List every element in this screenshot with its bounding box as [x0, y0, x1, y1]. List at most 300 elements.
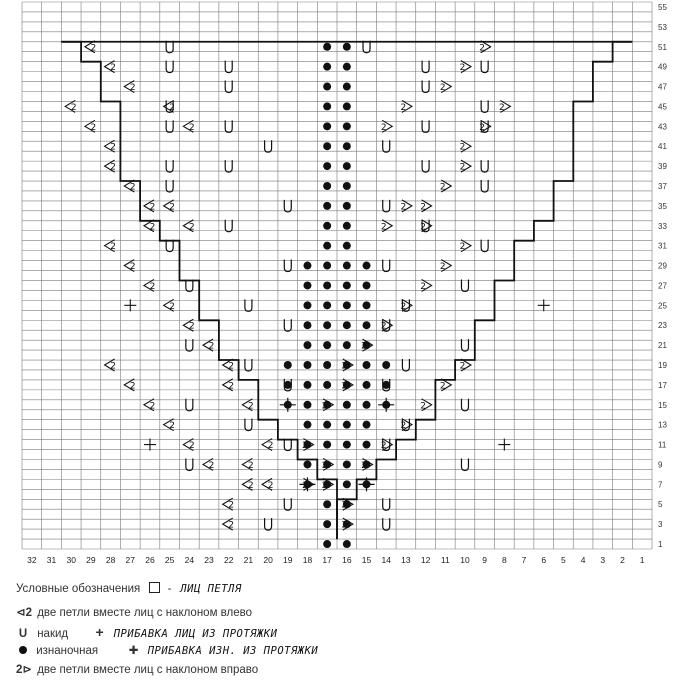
purl-stitch — [343, 321, 351, 329]
yarn-over-stitch — [461, 279, 468, 291]
k2tog-right-digit: 2 — [479, 43, 486, 54]
yarn-over-stitch — [481, 180, 488, 192]
k2tog-right-digit: 2 — [400, 202, 407, 213]
column-number: 32 — [27, 555, 37, 565]
k2tog-right-digit: 2 — [380, 122, 387, 133]
column-number: 16 — [342, 555, 352, 565]
k2tog-left-digit: 2 — [248, 460, 254, 471]
row-number: 35 — [658, 201, 667, 211]
legend-purl-label: изнаночная — [36, 645, 99, 657]
row-number: 23 — [658, 321, 667, 331]
increase-knit-stitch — [144, 439, 156, 451]
purl-stitch — [343, 480, 351, 488]
purl-stitch — [323, 162, 331, 170]
yarn-over-stitch — [422, 81, 429, 93]
column-number: 24 — [184, 555, 195, 565]
legend-yo-label: накид — [37, 628, 69, 640]
purl-stitch — [343, 242, 351, 250]
row-number: 33 — [658, 221, 667, 231]
k2tog-left-icon: ⊲2 — [16, 607, 33, 619]
row-number: 5 — [658, 500, 663, 510]
k2tog-left-stitch — [105, 359, 116, 372]
purl-stitch — [303, 262, 311, 270]
k2tog-left-digit: 2 — [110, 242, 116, 253]
column-number: 1 — [639, 555, 645, 565]
purl-stitch — [303, 460, 311, 468]
purl-stitch — [343, 540, 351, 548]
k2tog-left-digit: 2 — [110, 63, 116, 74]
legend-knit-label: - ЛИЦ ПЕТЛЯ — [166, 583, 242, 595]
k2tog-left-stitch — [144, 200, 155, 213]
chart-grid — [22, 2, 652, 549]
k2tog-right-digit: 2 — [459, 63, 466, 74]
purl-stitch — [284, 381, 292, 389]
k2tog-left-stitch — [223, 379, 234, 392]
column-number: 12 — [420, 555, 431, 565]
purl-stitch — [323, 321, 331, 329]
column-number: 4 — [580, 555, 586, 565]
row-number: 43 — [658, 122, 667, 132]
k2tog-right-stitch — [401, 100, 412, 113]
k2tog-left-digit: 2 — [188, 321, 195, 332]
k2tog-right-stitch — [460, 240, 471, 253]
legend-inc-purl-label: ПРИБАВКА ИЗН. ИЗ ПРОТЯЖКИ — [147, 645, 319, 657]
purl-stitch — [343, 122, 351, 130]
k2tog-right-digit: 2 — [420, 401, 426, 412]
row-number: 3 — [658, 520, 663, 530]
k2tog-left-stitch — [124, 260, 135, 273]
row-number: 19 — [658, 361, 667, 371]
k2tog-right-digit: 2 — [361, 460, 367, 471]
k2tog-right-icon: 2⊳ — [16, 664, 33, 676]
row-number: 27 — [658, 281, 667, 291]
k2tog-left-digit: 2 — [129, 381, 136, 392]
legend-title-row — [16, 582, 242, 595]
column-number: 20 — [263, 555, 273, 565]
row-number: 29 — [658, 261, 667, 271]
column-number: 8 — [501, 555, 507, 565]
purl-stitch — [323, 83, 331, 91]
k2tog-right-stitch — [440, 180, 451, 193]
k2tog-right-digit: 2 — [380, 441, 387, 452]
legend-title: Условные обозначения — [16, 583, 141, 595]
row-number: 45 — [658, 102, 667, 112]
yarn-over-icon: U — [18, 628, 28, 640]
k2tog-right-digit: 2 — [420, 202, 426, 213]
row-number: 13 — [658, 420, 667, 430]
yarn-over-stitch — [225, 61, 232, 73]
purl-stitch — [323, 281, 331, 289]
k2tog-right-stitch — [440, 260, 451, 273]
k2tog-left-stitch — [183, 120, 194, 132]
k2tog-left-digit: 2 — [129, 83, 136, 94]
yarn-over-stitch — [245, 419, 252, 431]
k2tog-left-digit: 2 — [149, 281, 156, 292]
row-number: 41 — [658, 142, 667, 152]
k2tog-left-stitch — [124, 379, 135, 392]
purl-stitch — [303, 301, 311, 309]
yarn-over-stitch — [461, 399, 468, 411]
k2tog-left-digit: 2 — [208, 460, 215, 471]
yarn-over-stitch — [284, 319, 291, 331]
k2tog-right-stitch — [420, 279, 431, 292]
k2tog-left-digit: 2 — [228, 500, 235, 511]
yarn-over-stitch — [481, 61, 488, 73]
k2tog-right-digit: 2 — [439, 262, 446, 273]
k2tog-left-digit: 2 — [248, 480, 254, 491]
legend-k2tog-right-label: две петли вместе лиц с наклоном вправо — [37, 664, 259, 676]
k2tog-right-stitch — [460, 140, 471, 153]
k2tog-left-stitch — [164, 299, 175, 312]
k2tog-left-stitch — [183, 319, 194, 332]
purl-stitch — [323, 301, 331, 309]
purl-stitch — [323, 520, 331, 528]
yarn-over-stitch — [383, 498, 390, 510]
yarn-over-stitch — [166, 120, 173, 132]
purl-stitch — [323, 222, 331, 230]
chart-stitches — [65, 41, 550, 548]
k2tog-right-digit: 2 — [341, 361, 348, 372]
increase-purl-icon: ✚ — [128, 645, 139, 657]
column-number: 13 — [401, 555, 411, 565]
yarn-over-stitch — [265, 140, 272, 152]
k2tog-left-digit: 2 — [110, 142, 116, 153]
k2tog-left-digit: 2 — [267, 480, 274, 491]
k2tog-right-stitch — [381, 439, 392, 452]
k2tog-left-digit: 2 — [228, 520, 235, 531]
k2tog-right-digit: 2 — [302, 480, 308, 491]
purl-stitch — [343, 63, 351, 71]
k2tog-right-stitch — [401, 299, 412, 312]
legend-inc-knit-label: ПРИБАВКА ЛИЦ ИЗ ПРОТЯЖКИ — [113, 628, 278, 640]
knit-stitch-icon — [149, 582, 160, 593]
k2tog-left-stitch — [164, 200, 175, 213]
purl-stitch — [323, 540, 331, 548]
yarn-over-stitch — [225, 160, 232, 172]
purl-stitch — [343, 421, 351, 429]
increase-knit-stitch — [124, 299, 136, 311]
purl-stitch — [323, 122, 331, 130]
purl-stitch — [323, 441, 331, 449]
k2tog-right-digit: 2 — [400, 421, 407, 432]
purl-stitch — [382, 361, 390, 369]
k2tog-left-stitch — [144, 279, 155, 292]
purl-stitch — [323, 381, 331, 389]
k2tog-right-stitch — [401, 200, 412, 213]
k2tog-left-stitch — [242, 458, 253, 471]
purl-stitch — [343, 301, 351, 309]
yarn-over-stitch — [461, 458, 468, 470]
yarn-over-stitch — [225, 120, 232, 132]
purl-stitch — [303, 321, 311, 329]
legend-purl — [16, 643, 318, 657]
column-number: 5 — [561, 555, 566, 565]
purl-stitch — [323, 182, 331, 190]
yarn-over-stitch — [383, 200, 390, 212]
k2tog-left-stitch — [105, 160, 116, 173]
purl-stitch — [323, 102, 331, 110]
purl-stitch — [363, 421, 371, 429]
k2tog-left-digit: 2 — [110, 162, 116, 173]
yarn-over-stitch — [383, 518, 390, 530]
k2tog-right-stitch — [361, 339, 372, 352]
k2tog-left-digit: 2 — [110, 361, 116, 372]
k2tog-right-digit: 2 — [439, 381, 446, 392]
k2tog-left-digit: 2 — [169, 202, 176, 213]
k2tog-left-digit: 2 — [169, 301, 176, 312]
yarn-over-stitch — [186, 339, 193, 351]
purl-stitch — [343, 441, 351, 449]
k2tog-left-digit: 2 — [188, 122, 195, 133]
k2tog-right-digit: 2 — [459, 162, 466, 173]
row-number: 37 — [658, 181, 667, 191]
column-number: 19 — [283, 555, 293, 565]
k2tog-left-stitch — [105, 240, 116, 253]
k2tog-right-digit: 2 — [302, 441, 308, 452]
yarn-over-stitch — [284, 260, 291, 272]
yarn-over-stitch — [284, 200, 291, 212]
k2tog-right-stitch — [341, 518, 352, 531]
k2tog-left-stitch — [124, 81, 135, 94]
purl-stitch — [363, 262, 371, 270]
column-number: 18 — [302, 555, 313, 565]
purl-stitch — [323, 361, 331, 369]
column-number: 6 — [541, 555, 547, 565]
k2tog-right-stitch — [322, 458, 333, 471]
purl-stitch — [303, 421, 311, 429]
k2tog-left-stitch — [203, 339, 214, 352]
k2tog-right-stitch — [341, 379, 352, 392]
k2tog-left-stitch — [262, 478, 273, 491]
k2tog-left-stitch — [203, 458, 214, 471]
purl-stitch — [343, 262, 351, 270]
purl-icon — [19, 646, 27, 654]
yarn-over-stitch — [166, 61, 173, 73]
yarn-over-stitch — [166, 180, 173, 192]
column-numbers — [27, 555, 645, 565]
k2tog-right-digit: 2 — [341, 500, 348, 511]
k2tog-right-stitch — [420, 399, 431, 412]
column-number: 25 — [164, 555, 175, 565]
purl-stitch — [303, 341, 311, 349]
row-numbers — [658, 3, 667, 549]
k2tog-right-digit: 2 — [361, 341, 367, 352]
column-number: 3 — [600, 555, 606, 565]
yarn-over-stitch — [422, 160, 429, 172]
k2tog-left-digit: 2 — [228, 381, 235, 392]
column-number: 23 — [204, 555, 214, 565]
column-number: 21 — [243, 555, 254, 565]
purl-stitch — [363, 281, 371, 289]
k2tog-left-digit: 2 — [90, 43, 97, 54]
column-number: 7 — [521, 555, 527, 565]
k2tog-right-digit: 2 — [321, 401, 328, 412]
column-number: 26 — [145, 555, 155, 565]
k2tog-right-digit: 2 — [380, 321, 387, 332]
k2tog-left-stitch — [105, 61, 116, 74]
k2tog-right-stitch — [460, 61, 471, 74]
purl-stitch — [323, 142, 331, 150]
column-number: 29 — [86, 555, 96, 565]
k2tog-left-stitch — [164, 100, 175, 113]
yarn-over-stitch — [265, 518, 272, 530]
k2tog-left-stitch — [223, 518, 234, 531]
yarn-over-stitch — [186, 458, 193, 470]
k2tog-left-stitch — [183, 220, 194, 233]
column-number: 28 — [105, 555, 116, 565]
k2tog-left-stitch — [242, 478, 253, 491]
k2tog-left-digit: 2 — [149, 202, 156, 213]
column-number: 2 — [620, 555, 625, 565]
purl-stitch — [343, 142, 351, 150]
k2tog-left-digit: 2 — [248, 401, 254, 412]
column-number: 10 — [460, 555, 470, 565]
yarn-over-stitch — [383, 140, 390, 152]
yarn-over-stitch — [422, 61, 429, 73]
yarn-over-stitch — [166, 160, 173, 172]
column-number: 27 — [125, 555, 136, 565]
yarn-over-stitch — [481, 160, 488, 172]
row-number: 51 — [658, 42, 667, 52]
purl-stitch — [363, 401, 371, 409]
purl-stitch — [363, 321, 371, 329]
k2tog-left-stitch — [262, 439, 273, 452]
yarn-over-stitch — [402, 359, 409, 371]
purl-stitch — [284, 361, 292, 369]
yarn-over-stitch — [245, 359, 252, 371]
k2tog-right-stitch — [401, 419, 412, 432]
k2tog-left-stitch — [223, 498, 234, 511]
row-number: 9 — [658, 460, 663, 470]
k2tog-right-digit: 2 — [321, 460, 328, 471]
k2tog-right-stitch — [420, 220, 431, 233]
k2tog-right-digit: 2 — [321, 480, 328, 491]
purl-stitch — [323, 341, 331, 349]
purl-stitch — [363, 441, 371, 449]
k2tog-right-digit: 2 — [459, 142, 466, 153]
k2tog-right-stitch — [361, 458, 372, 471]
purl-stitch — [323, 421, 331, 429]
purl-stitch — [343, 102, 351, 110]
yarn-over-stitch — [481, 100, 488, 112]
k2tog-right-digit: 2 — [459, 361, 466, 372]
purl-stitch — [343, 162, 351, 170]
row-number: 31 — [658, 241, 667, 251]
purl-stitch — [343, 341, 351, 349]
k2tog-left-stitch — [242, 399, 253, 412]
row-number: 17 — [658, 380, 667, 390]
row-number: 49 — [658, 62, 667, 72]
row-number: 53 — [658, 22, 667, 32]
column-number: 17 — [322, 555, 332, 565]
row-number: 39 — [658, 162, 667, 172]
row-number: 25 — [658, 301, 667, 311]
yarn-over-stitch — [481, 240, 488, 252]
k2tog-right-stitch — [302, 439, 313, 452]
column-number: 14 — [381, 555, 391, 565]
k2tog-right-digit: 2 — [439, 83, 446, 94]
column-number: 30 — [66, 555, 76, 565]
legend-k2tog-left-label: две петли вместе лиц с наклоном влево — [37, 607, 253, 619]
purl-stitch — [303, 401, 311, 409]
yarn-over-stitch — [422, 120, 429, 132]
k2tog-left-digit: 2 — [169, 102, 176, 113]
purl-stitch — [303, 381, 311, 389]
row-number: 11 — [658, 440, 667, 450]
purl-stitch — [343, 401, 351, 409]
yarn-over-stitch — [284, 498, 291, 510]
yarn-over-stitch — [186, 399, 193, 411]
k2tog-left-stitch — [144, 399, 155, 412]
k2tog-right-stitch — [460, 160, 471, 173]
k2tog-left-digit: 2 — [208, 341, 215, 352]
yarn-over-stitch — [383, 260, 390, 272]
purl-stitch — [343, 460, 351, 468]
purl-stitch — [343, 182, 351, 190]
k2tog-right-stitch — [381, 220, 392, 233]
purl-stitch — [343, 43, 351, 51]
k2tog-right-digit: 2 — [479, 122, 486, 133]
column-number: 22 — [223, 555, 234, 565]
purl-stitch — [363, 301, 371, 309]
k2tog-left-digit: 2 — [149, 222, 156, 233]
k2tog-left-digit: 2 — [228, 361, 235, 372]
purl-stitch — [303, 281, 311, 289]
k2tog-right-digit: 2 — [341, 381, 348, 392]
k2tog-right-stitch — [440, 81, 451, 94]
k2tog-left-digit: 2 — [188, 222, 195, 233]
k2tog-left-digit: 2 — [90, 122, 97, 133]
k2tog-left-digit: 2 — [267, 441, 274, 452]
purl-stitch — [323, 262, 331, 270]
yarn-over-stitch — [461, 339, 468, 351]
k2tog-left-stitch — [164, 419, 175, 432]
k2tog-right-digit: 2 — [459, 242, 466, 253]
k2tog-right-digit: 2 — [498, 102, 505, 113]
k2tog-left-stitch — [65, 100, 76, 113]
yarn-over-stitch — [245, 299, 252, 311]
purl-stitch — [323, 63, 331, 71]
legend-k2tog-left — [16, 605, 252, 619]
row-number: 15 — [658, 400, 667, 410]
k2tog-right-stitch — [322, 399, 333, 412]
increase-knit-stitch — [498, 439, 510, 451]
row-number: 47 — [658, 82, 667, 92]
purl-stitch — [343, 202, 351, 210]
k2tog-right-digit: 2 — [400, 102, 407, 113]
k2tog-left-digit: 2 — [149, 401, 156, 412]
purl-stitch — [323, 43, 331, 51]
k2tog-left-digit: 2 — [188, 441, 195, 452]
k2tog-right-digit: 2 — [341, 520, 348, 531]
column-number: 11 — [440, 555, 450, 565]
column-number: 15 — [361, 555, 372, 565]
row-number: 7 — [658, 480, 663, 490]
k2tog-right-digit: 2 — [380, 222, 387, 233]
k2tog-right-digit: 2 — [420, 222, 426, 233]
k2tog-left-stitch — [85, 120, 96, 132]
legend-k2tog-right — [16, 662, 258, 676]
increase-knit-icon: + — [95, 624, 104, 640]
k2tog-right-digit: 2 — [420, 281, 426, 292]
k2tog-right-digit: 2 — [439, 182, 446, 193]
k2tog-right-stitch — [420, 200, 431, 213]
column-number: 31 — [46, 555, 57, 565]
purl-stitch — [363, 361, 371, 369]
purl-stitch — [323, 242, 331, 250]
yarn-over-stitch — [225, 81, 232, 93]
k2tog-right-digit: 2 — [400, 301, 407, 312]
